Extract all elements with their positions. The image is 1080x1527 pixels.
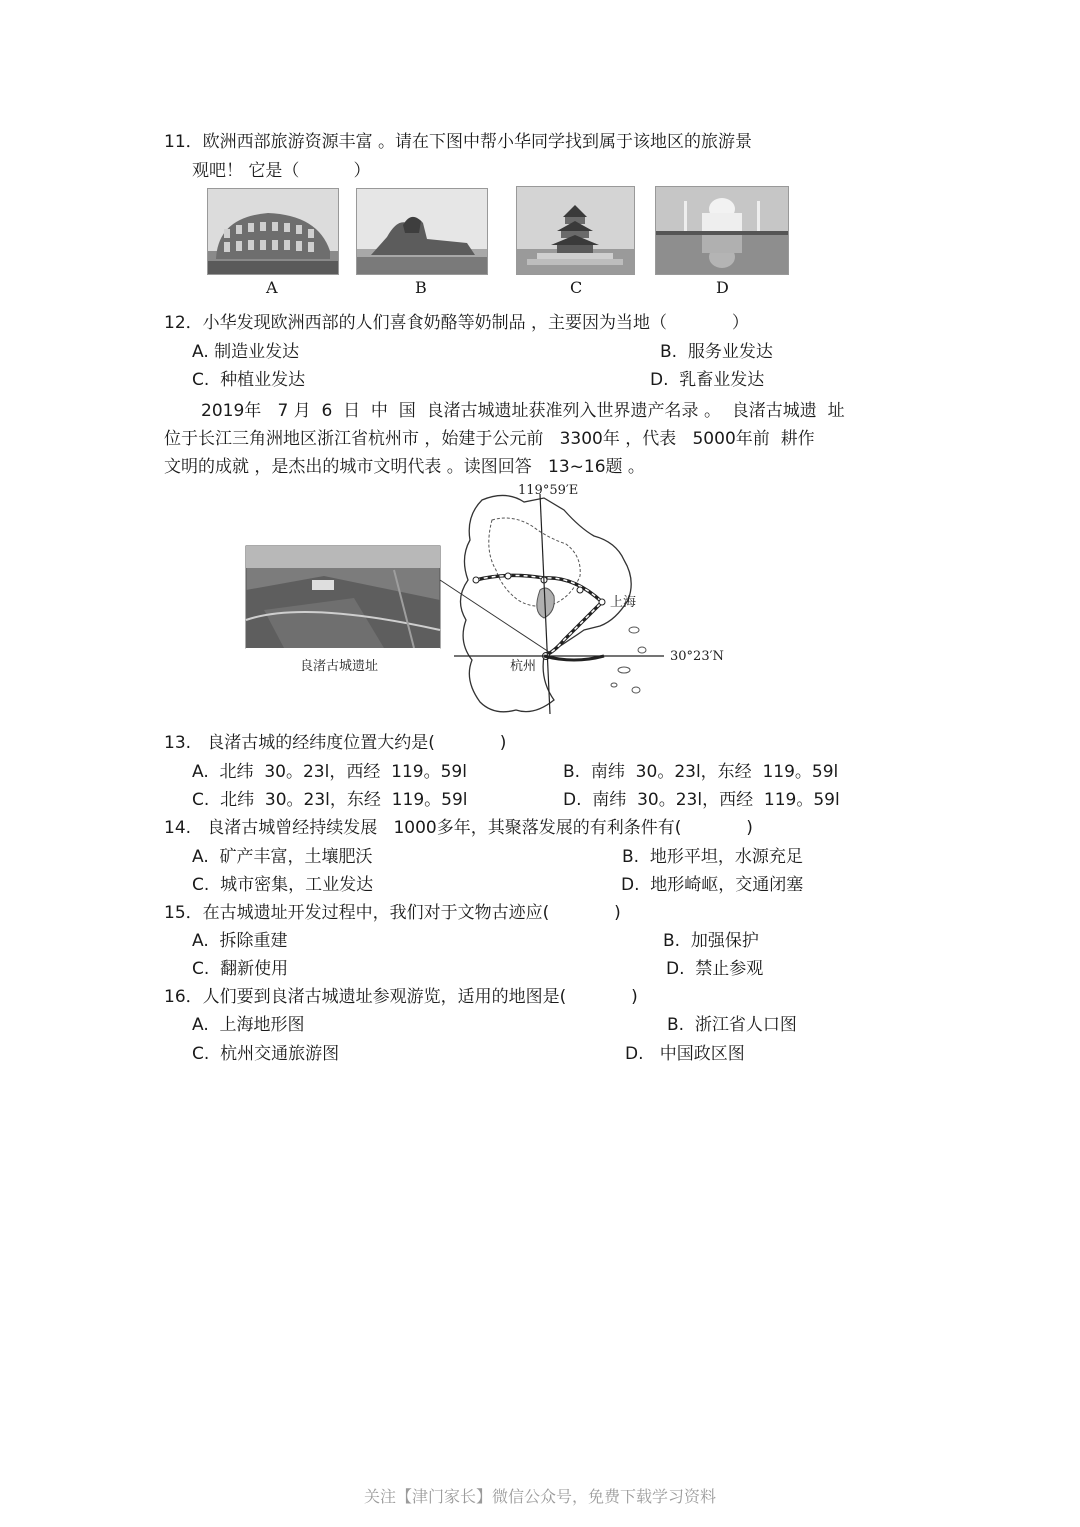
q12-stem: 12．小华发现欧洲西部的人们喜食奶酪等奶制品 ，主要因为当地（ ） (164, 313, 749, 333)
photo-label-c: C (570, 278, 583, 297)
photo-label-a: A (266, 278, 278, 297)
q13-option-a: A. 北纬 30。23l，西经 119。59l (192, 762, 467, 782)
q16-stem: 16．人们要到良渚古城遗址参观游览，适用的地图是( ) (164, 987, 638, 1007)
photo-d-taj-mahal (655, 186, 789, 275)
longitude-label: 119°59′E (518, 483, 579, 498)
q14-option-c: C. 城市密集，工业发达 (192, 875, 374, 895)
q15-option-b: B. 加强保护 (663, 931, 759, 951)
q15-option-c: C. 翻新使用 (192, 959, 289, 979)
q14-stem: 14. 良渚古城曾经持续发展 1000多年，其聚落发展的有利条件有( ) (164, 818, 753, 838)
q16-option-c: C. 杭州交通旅游图 (192, 1044, 340, 1064)
q16-option-a: A. 上海地形图 (192, 1015, 305, 1035)
q13-option-b: B. 南纬 30。23l，东经 119。59l (563, 762, 839, 782)
q14-option-b: B. 地形平坦，水源充足 (622, 847, 803, 867)
q12-option-d: D. 乳畜业发达 (650, 370, 765, 390)
footer-note: 关注【津门家长】微信公众号，免费下载学习资料 (363, 1487, 716, 1506)
passage-line3: 文明的成就 ，是杰出的城市文明代表 。读图回答 13~16题 。 (164, 457, 645, 477)
q12-option-b: B. 服务业发达 (660, 342, 773, 362)
q13-option-c: C. 北纬 30。23l，东经 119。59l (192, 790, 468, 810)
photo-a-colosseum (207, 188, 339, 275)
q15-option-a: A. 拆除重建 (192, 931, 288, 951)
q15-stem: 15．在古城遗址开发过程中，我们对于文物古迹应( ) (164, 903, 621, 923)
passage-line2: 位于长江三角洲地区浙江省杭州市 ，始建于公元前 3300年 ，代表 5000年前 耕作 (164, 429, 815, 449)
q13-stem: 13. 良渚古城的经纬度位置大约是( ) (164, 733, 507, 753)
liangzhu-figure (244, 480, 734, 720)
q11-stem-line2: 观吧！ 它是（ ） (192, 161, 371, 181)
q15-option-d: D. 禁止参观 (666, 959, 764, 979)
city-label-shanghai: 上海 (610, 595, 637, 610)
q12-option-c: C. 种植业发达 (192, 370, 306, 390)
q11-stem-line1: 11．欧洲西部旅游资源丰富 。请在下图中帮小华同学找到属于该地区的旅游景 (164, 132, 753, 152)
q14-option-a: A. 矿产丰富，土壤肥沃 (192, 847, 373, 867)
photo-b-sphinx (356, 188, 488, 275)
photo-caption: 良渚古城遗址 (300, 659, 379, 674)
photo-label-d: D (716, 278, 729, 297)
q13-option-d: D. 南纬 30。23l，西经 119。59l (563, 790, 840, 810)
latitude-label: 30°23′N (670, 649, 724, 664)
q16-option-d: D. 中国政区图 (625, 1044, 745, 1064)
q16-option-b: B. 浙江省人口图 (667, 1015, 797, 1035)
passage-line1: 2019年 7 月 6 日 中 国 良渚古城遗址获准列入世界遗产名录 。 良渚古城遗 址 (201, 401, 845, 421)
city-label-hangzhou: 杭州 (510, 659, 537, 674)
photo-label-b: B (415, 278, 427, 297)
q14-option-d: D. 地形崎岖，交通闭塞 (621, 875, 804, 895)
q12-option-a: A. 制造业发达 (192, 342, 300, 362)
photo-c-temple-of-heaven (516, 186, 635, 275)
